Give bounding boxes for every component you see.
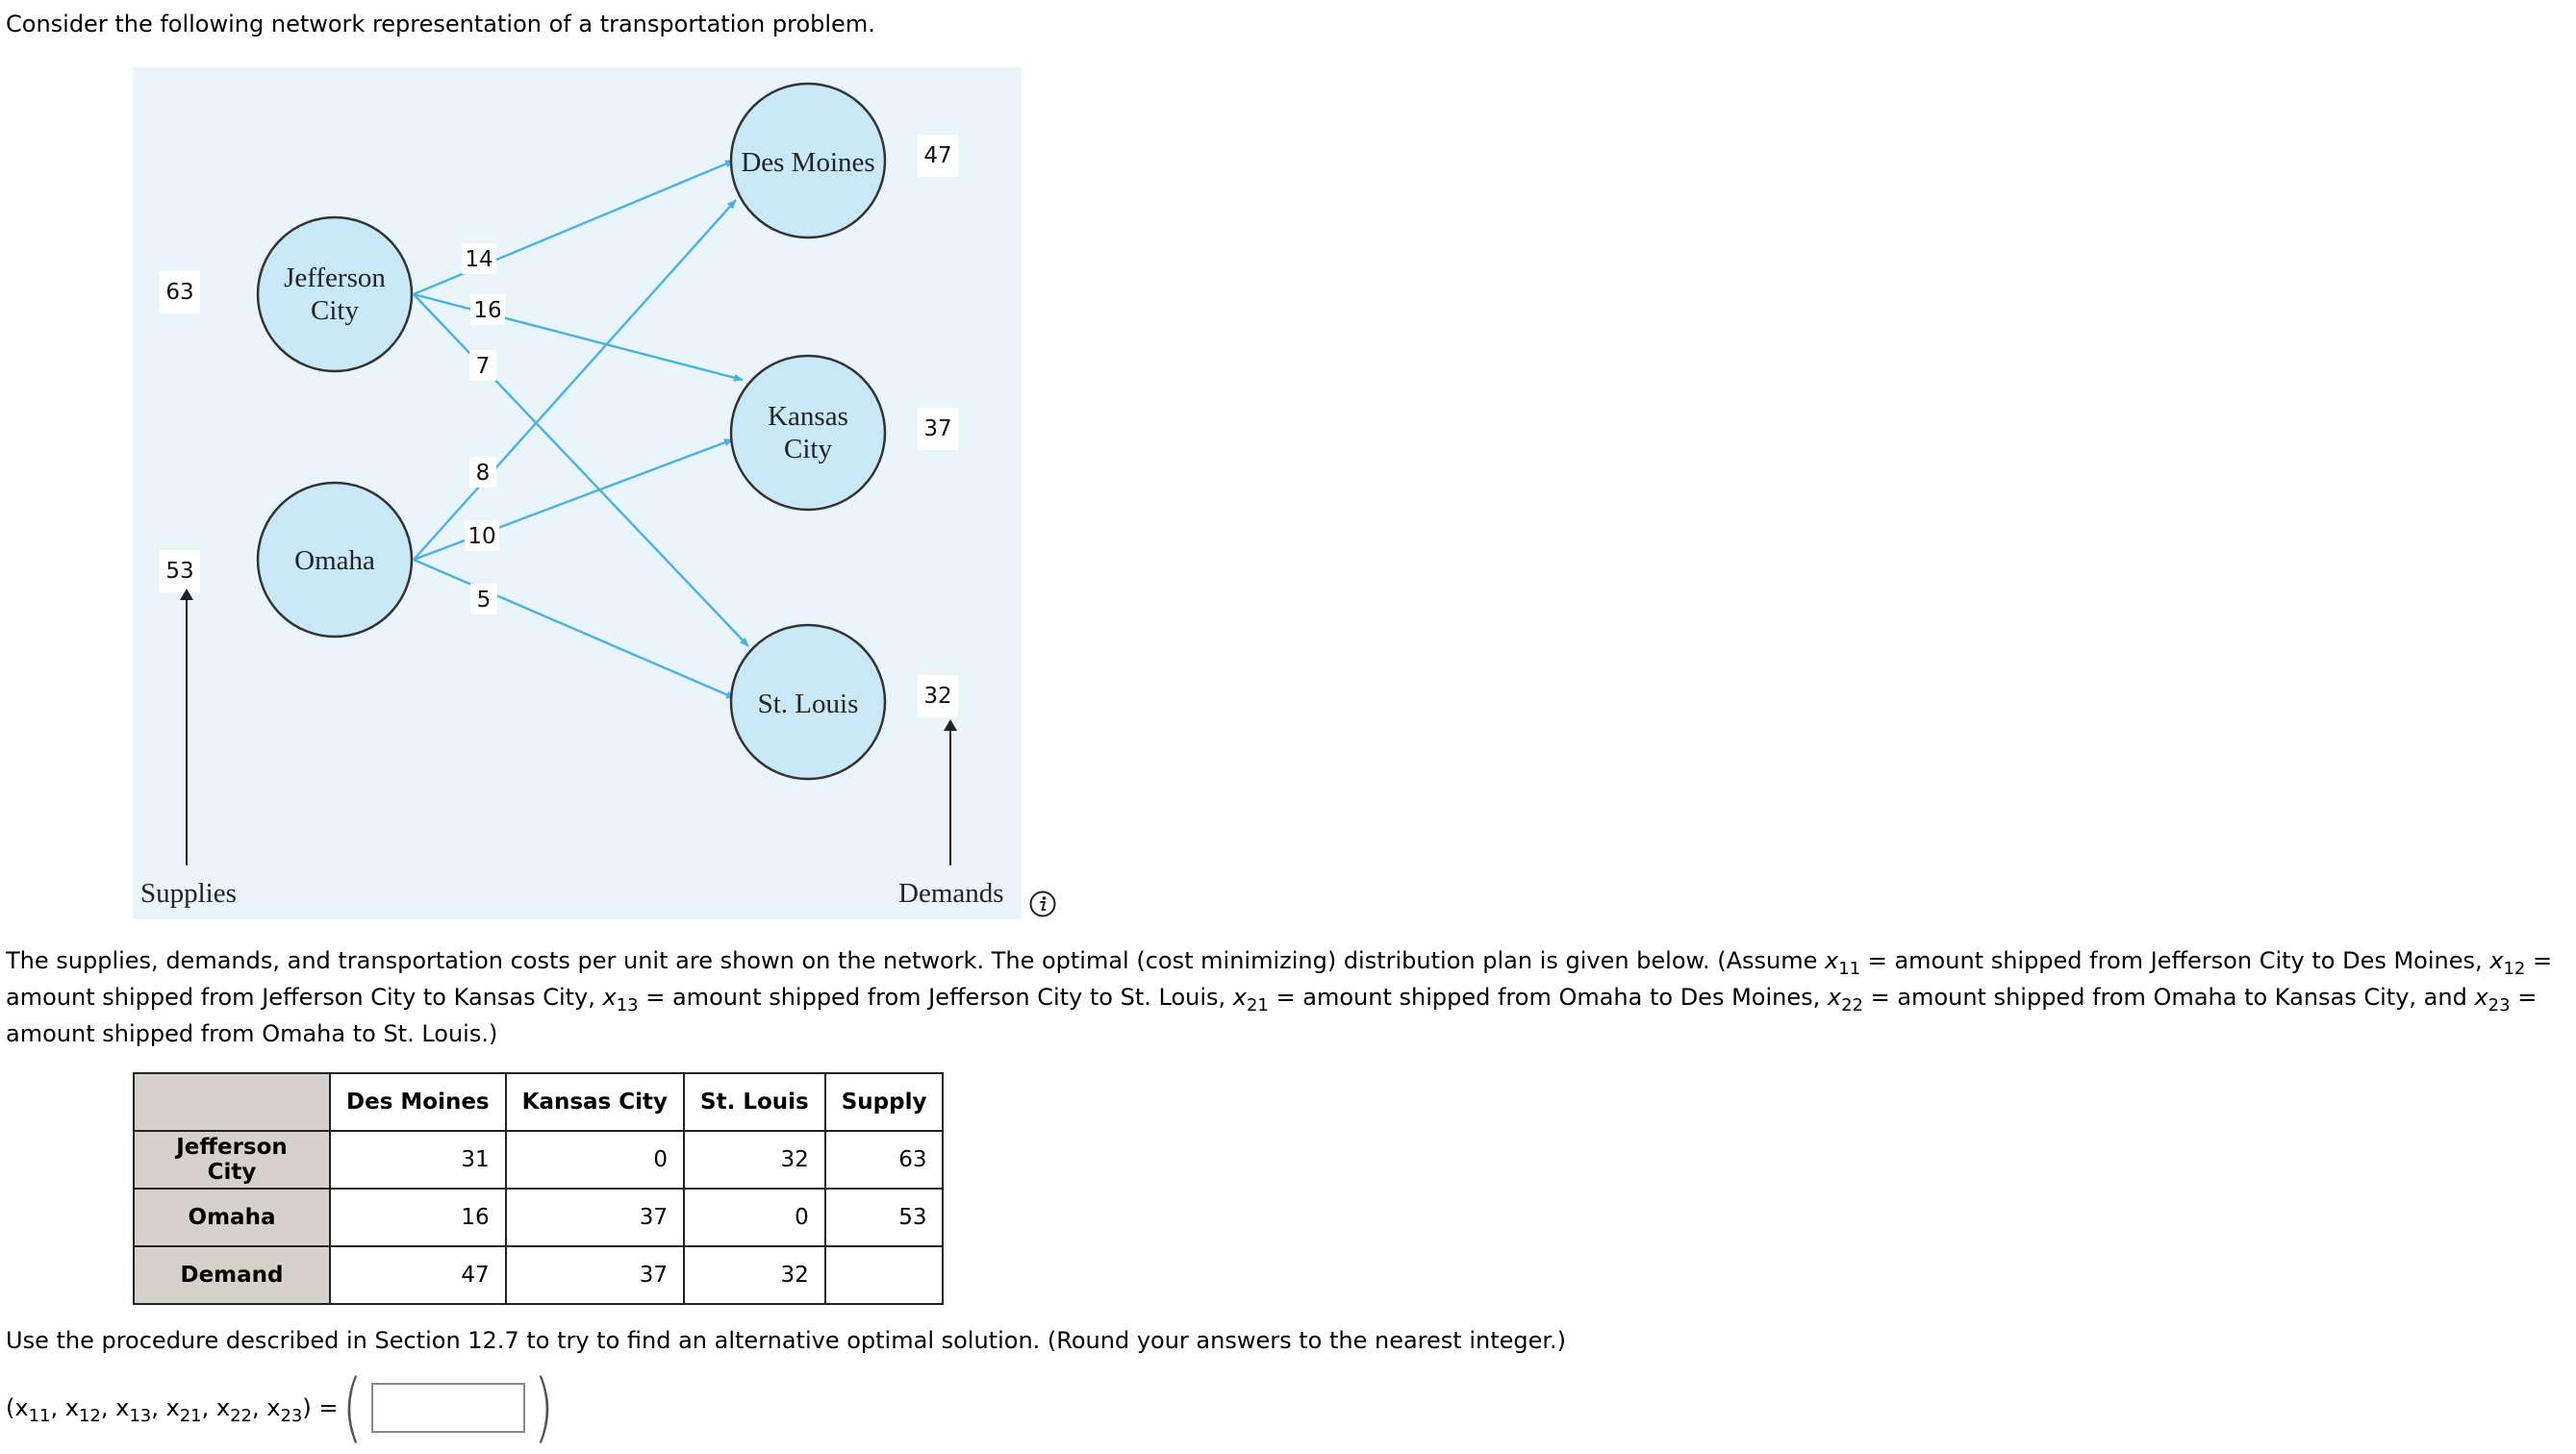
table-cell: 0 [684,1189,825,1246]
cost-label-c22 [465,520,499,551]
question-text: Use the procedure described in Section 12.7 to try to find an alternative optimal solution. (Round your answers to the nearest integer.) [6,1327,1567,1354]
node-des-moines [731,84,885,238]
svg-text:32: 32 [923,684,952,709]
svg-text:7: 7 [475,354,491,379]
table-cell: 32 [684,1246,825,1304]
table-cell: 37 [506,1189,684,1246]
column-header: Supply [825,1073,944,1131]
svg-text:City: City [784,434,832,464]
table-cell: 63 [825,1131,944,1189]
svg-text:47: 47 [923,143,952,168]
table-cell: 32 [684,1131,825,1189]
intro-text: Consider the following network representation of a transportation problem. [6,11,875,38]
table-cell: 31 [330,1131,506,1189]
demands-label: Demands [898,878,1004,909]
supplies-label: Supplies [140,878,237,909]
svg-text:City: City [311,295,359,326]
figure-background [133,67,1022,919]
cost-label-c11 [462,243,496,274]
table-row [134,1246,943,1304]
node-st-louis [731,625,885,779]
network-svg [133,67,1022,919]
description-text: The supplies, demands, and transportation costs per unit are shown on the network. The optimal (cost minimizing) distribution plan is given below. (Assume $x_{11}$ = amount shipped from Jefferson City to Des Moines, $x_{12}$ = amount shipped from Jefferson City to Kansas City, $x_{13}$ = amount shipped from Jefferson City to St. Louis, $x_{21}$ = amount shipped from Omaha to Des Moines, $x_{22}$ = amount shipped from Omaha to Kansas City, and $x_{23}$ = amount shipped from Omaha to St. Louis.) [6,947,2553,1047]
answer-variables: ($x_{11}$, $x_{12}$, $x_{13}$, $x_{21}$, $x_{22}$, $x_{23}$) = [6,1394,339,1426]
svg-text:10: 10 [467,524,496,549]
svg-text:5: 5 [476,588,492,613]
table-cell: 16 [330,1189,506,1246]
demand-value-st-louis [918,675,958,717]
answer-input[interactable] [371,1383,525,1433]
svg-text:37: 37 [923,416,952,441]
svg-text:Jefferson: Jefferson [284,263,386,293]
cost-label-c21 [469,457,496,488]
transportation-network-figure [133,67,1022,919]
node-omaha [258,483,412,637]
column-header: Kansas City [506,1073,684,1131]
svg-text:63: 63 [165,280,194,305]
node-kansas-city [731,356,885,510]
cost-label-c12 [470,294,505,325]
distribution-plan-table [133,1072,944,1305]
svg-text:Des Moines: Des Moines [741,147,875,178]
answer-row [6,1365,558,1451]
row-header: Omaha [134,1189,330,1246]
svg-text:16: 16 [473,298,502,323]
column-header: St. Louis [684,1073,825,1131]
table-cell: 0 [506,1131,684,1189]
table-row [134,1189,943,1246]
svg-text:Kansas: Kansas [768,401,848,432]
svg-text:Omaha: Omaha [294,545,375,576]
cost-label-c23 [470,584,497,614]
row-header: Demand [134,1246,330,1304]
supply-value-omaha [160,550,200,592]
table-cell: 37 [506,1246,684,1304]
table-cell: 47 [330,1246,506,1304]
node-jefferson-city [258,217,412,371]
info-icon[interactable] [1028,890,1057,918]
table-corner-cell [134,1073,330,1131]
cost-label-c13 [469,350,496,381]
svg-text:St. Louis: St. Louis [757,689,859,719]
svg-text:53: 53 [165,559,194,584]
svg-text:14: 14 [465,247,493,272]
column-header: Des Moines [330,1073,506,1131]
table-header-row [134,1073,943,1131]
svg-text:8: 8 [475,461,491,486]
close-paren: ) [533,1365,554,1451]
demand-value-kansas-city [918,408,958,450]
table-row [134,1131,943,1189]
open-paren: ( [342,1365,364,1451]
table-cell [825,1246,944,1304]
supply-value-jefferson [160,271,200,313]
table-cell: 53 [825,1189,944,1246]
demand-value-des-moines [918,135,958,177]
row-header: Jefferson City [134,1131,330,1189]
